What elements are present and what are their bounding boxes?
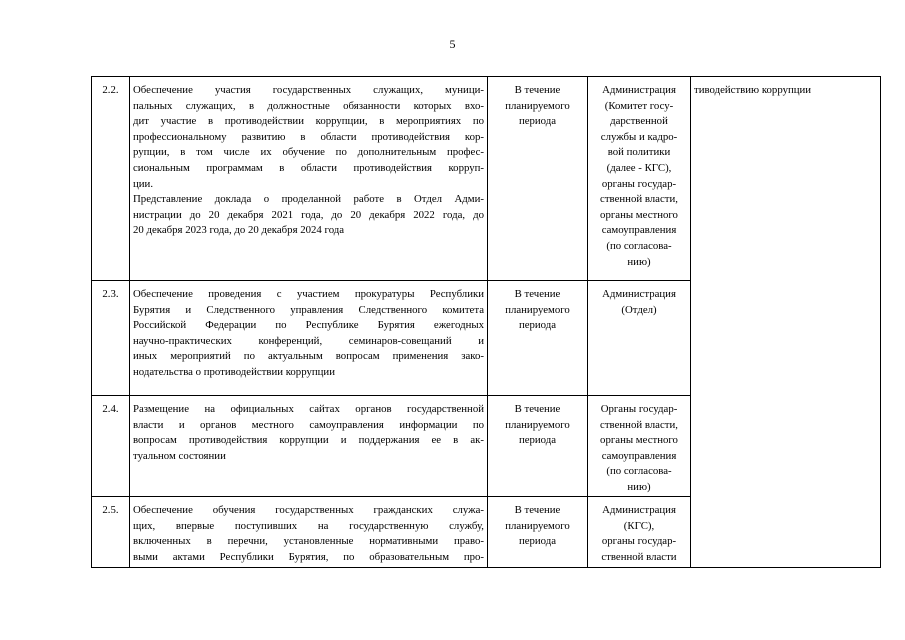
activity-line: Российской Федерации по Республике Бурятия ежегодных — [133, 319, 484, 332]
item-number: 2.2. — [92, 77, 130, 281]
executor-line: ственной власти, — [600, 418, 678, 431]
executor-line: самоуправления — [601, 449, 677, 462]
executor-line: органы местного — [600, 434, 678, 447]
item-number: 2.3. — [92, 281, 130, 396]
executor-line: ственной власти — [601, 550, 677, 563]
activity-line: вопросам противодействия коррупции и поддержания ее в ак- — [133, 434, 484, 447]
term-line: планируемого — [505, 99, 570, 112]
term-line: периода — [518, 319, 557, 332]
item-number: 2.5. — [92, 497, 130, 568]
activity-line: Обеспечение проведения с участием прокуратуры Республики — [133, 288, 484, 300]
term-line: периода — [518, 434, 557, 447]
term-line: В течение — [514, 403, 561, 415]
term-line: периода — [518, 115, 557, 128]
executor-line: Органы государ- — [600, 403, 678, 415]
activity-cell — [130, 77, 488, 281]
executor-cell — [588, 396, 691, 497]
executor-line: Администрация — [602, 504, 676, 516]
executor-line: Администрация — [602, 288, 676, 300]
term-line: планируемого — [505, 519, 570, 532]
activity-line: Обеспечение обучения государственных гражданских служа- — [133, 504, 484, 516]
executor-line: ственной власти, — [600, 193, 678, 206]
term-cell — [488, 281, 588, 396]
term-cell — [488, 396, 588, 497]
anticorruption-plan-table — [91, 76, 881, 568]
executor-line: (далее - КГС), — [606, 161, 672, 174]
activity-line: рупции, в том числе их обучение по дополнительным профес- — [133, 146, 484, 159]
activity-line: выми актами Республики Бурятия, по образовательным про- — [133, 550, 484, 563]
term-line: В течение — [514, 504, 561, 516]
term-line: В течение — [514, 288, 561, 300]
executor-line: (по согласова- — [606, 465, 672, 478]
activity-line: пальных служащих, в должностные обязанности которых вхо- — [133, 99, 484, 112]
term-cell — [488, 77, 588, 281]
activity-line: иных мероприятий по актуальным вопросам применения зако- — [133, 350, 484, 363]
executor-line: (Отдел) — [621, 303, 657, 316]
term-line: планируемого — [505, 303, 570, 316]
activity-cell — [130, 281, 488, 396]
executor-cell — [588, 77, 691, 281]
activity-line: Обеспечение участия государственных служащих, муници- — [133, 84, 484, 96]
activity-line: нодательства о противодействии коррупции — [133, 365, 335, 378]
executor-line: вой политики — [607, 146, 671, 159]
executor-line: органы государ- — [601, 177, 677, 190]
activity-line: власти и органов местного самоуправления информации по — [133, 418, 484, 431]
executor-line: (КГС), — [623, 519, 655, 532]
term-line: планируемого — [505, 418, 570, 431]
activity-line: дит участие в противодействии коррупции, в мероприятиях по — [133, 115, 484, 128]
term-line: периода — [518, 535, 557, 548]
item-number: 2.4. — [92, 396, 130, 497]
executor-line: дарственной — [610, 115, 668, 128]
activity-line: ции. — [133, 177, 154, 190]
executor-line: самоуправления — [601, 224, 677, 237]
executor-line: службы и кадро- — [600, 130, 678, 143]
executor-cell — [588, 497, 691, 568]
executor-cell — [588, 281, 691, 396]
activity-line: щих, впервые поступивших на государственную службу, — [133, 519, 484, 532]
executor-line: органы местного — [600, 208, 678, 221]
activity-line: Бурятия и Следственного управления Следственного комитета — [133, 303, 484, 316]
activity-line: профессиональному развитию в области противодействия кор- — [133, 130, 484, 143]
executor-line: Администрация — [602, 84, 676, 96]
term-cell — [488, 497, 588, 568]
table-body — [92, 77, 881, 568]
activity-cell — [130, 497, 488, 568]
activity-line: туальном состоянии — [133, 449, 226, 462]
activity-line: нистрации до 20 декабря 2021 года, до 20 декабря 2022 года, до — [133, 208, 484, 221]
activity-line: Представление доклада о проделанной работе в Отдел Адми- — [133, 193, 484, 206]
expected-result-text: тиводействию коррупции — [694, 84, 812, 96]
term-line: В течение — [514, 84, 561, 96]
expected-result-cell — [691, 77, 881, 568]
executor-line: (Комитет госу- — [604, 99, 674, 112]
executor-line: нию) — [627, 480, 651, 493]
activity-line: 20 декабря 2023 года, до 20 декабря 2024 года — [133, 224, 345, 237]
executor-line: органы государ- — [601, 535, 677, 548]
activity-line: научно-практических конференций, семинаров-совещаний и — [133, 334, 484, 347]
activity-line: Размещение на официальных сайтах органов государственной — [133, 403, 484, 415]
table-row — [92, 77, 881, 281]
page-number: 5 — [449, 37, 456, 51]
executor-line: (по согласова- — [606, 239, 672, 252]
executor-line: нию) — [627, 255, 651, 268]
activity-line: сиональным программам в области противодействия корруп- — [133, 161, 484, 174]
activity-cell — [130, 396, 488, 497]
activity-line: включенных в перечни, установленные нормативными право- — [133, 535, 484, 548]
